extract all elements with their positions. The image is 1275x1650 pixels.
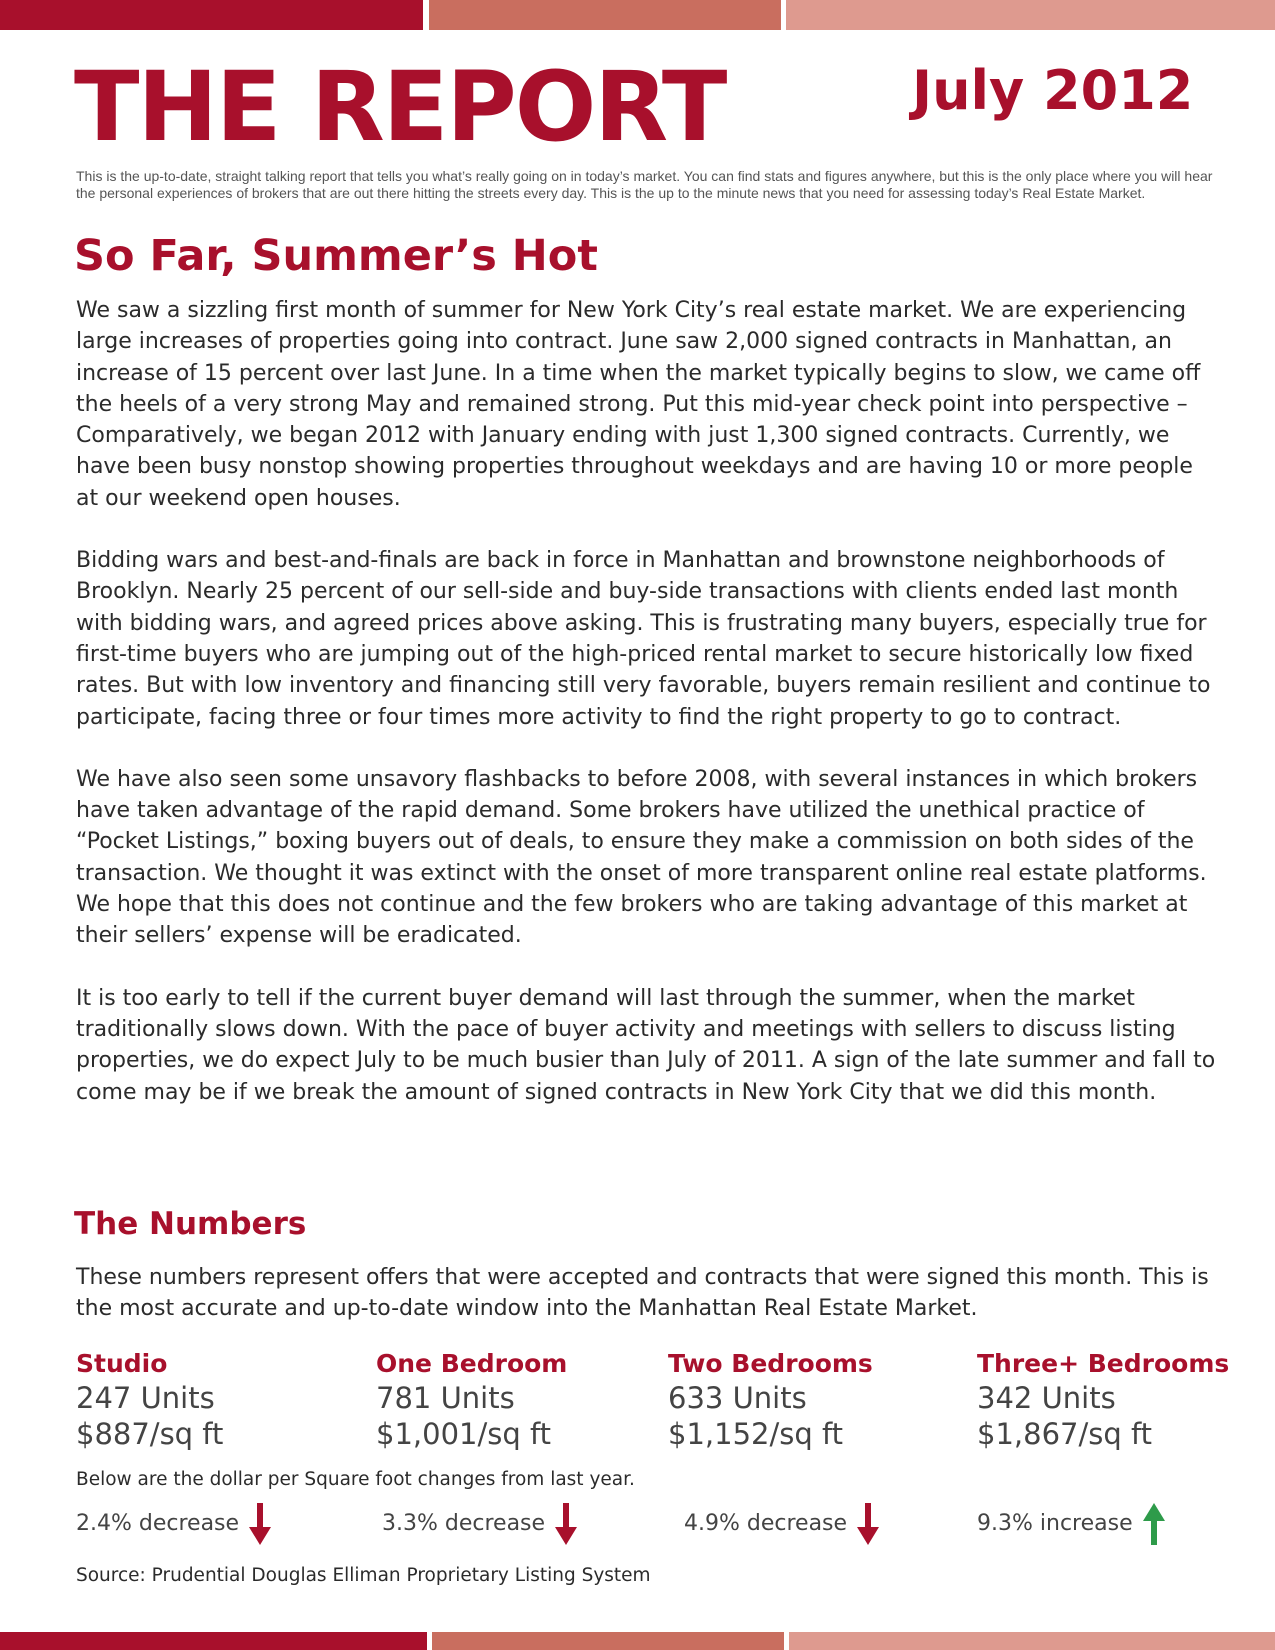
arrow-down-icon	[857, 1503, 879, 1545]
category-units: 247 Units	[76, 1381, 215, 1415]
category-price: $887/sq ft	[76, 1417, 224, 1451]
category-price: $1,001/sq ft	[376, 1417, 552, 1451]
report-intro: This is the up-to-date, straight talking report that tells you what’s really going on in today’s market. You can find stats and figures anywhere, but this is the only place where you will hear the personal experiences of brokers that are out there hitting the streets every day. This is the up to the minute news that you need for assessing today’s Real Estate Market.	[76, 168, 1213, 201]
change-text: 9.3% increase	[977, 1511, 1133, 1536]
top-color-bar	[0, 0, 1275, 30]
category-units: 781 Units	[376, 1381, 515, 1415]
category-name: Studio	[76, 1349, 168, 1378]
changes-note: Below are the dollar per Square foot changes from last year.	[76, 1469, 635, 1490]
article-paragraph: Bidding wars and best-and-finals are back in force in Manhattan and brownstone neighborhoods of Brooklyn. Nearly 25 percent of our sell-side and buy-side transactions with clients ended last month with bidding wars, and agreed prices above asking. This is frustrating many buyers, especially true for first-time buyers who are jumping out of the high-priced rental market to secure historically low fixed rates. But with low inventory and financing still very favorable, buyers remain resilient and continue to participate, facing three or four times more activity to find the right property to go to contract.	[76, 548, 1211, 730]
category-units: 342 Units	[977, 1381, 1116, 1415]
article-paragraph: It is too early to tell if the current buyer demand will last through the summer, when the market traditionally slows down. With the pace of buyer activity and meetings with sellers to discuss listing properties, we do expect July to be much busier than July of 2011. A sign of the late summer and fall to come may be if we break the amount of signed contracts in New York City that we did this month.	[76, 985, 1216, 1105]
top-bar-segment-dark	[0, 0, 423, 30]
report-date: July 2012	[912, 59, 1194, 122]
top-bar-segment-light	[786, 0, 1275, 30]
article-paragraph: We have also seen some unsavory flashbacks to before 2008, with several instances in which brokers have taken advantage of the rapid demand. Some brokers have utilized the unethical practice of “Pocket Listings,” boxing buyers out of deals, to ensure they make a commission on both sides of the transaction. We thought it was extinct with the onset of more transparent online real estate platforms. We hope that this does not continue and the few brokers who are taking advantage of this market at their sellers’ expense will be eradicated.	[76, 766, 1207, 949]
article-body	[76, 295, 1216, 1139]
bottom-bar-segment-dark	[0, 1632, 427, 1650]
category-price: $1,152/sq ft	[668, 1417, 844, 1451]
top-bar-segment-mid	[429, 0, 781, 30]
category-name: One Bedroom	[376, 1349, 568, 1378]
numbers-intro: These numbers represent offers that were accepted and contracts that were signed this month. This is the most accurate and up-to-date window into the Manhattan Real Estate Market.	[76, 1265, 1209, 1322]
change-three-plus-bedrooms	[977, 1502, 1165, 1546]
change-text: 4.9% decrease	[684, 1511, 848, 1536]
bottom-bar-segment-light	[789, 1632, 1275, 1650]
stat-column-one-bedroom	[376, 1348, 567, 1452]
bottom-bar-segment-mid	[432, 1632, 784, 1650]
change-studio	[76, 1502, 271, 1546]
stat-column-two-bedrooms	[668, 1348, 873, 1452]
article-paragraph: We saw a sizzling first month of summer for New York City’s real estate market. We are experiencing large increases of properties going into contract. June saw 2,000 signed contracts in Manhattan, an increase of 15 percent over last June. In a time when the market typically begins to slow, we came off the heels of a very strong May and remained strong. Put this mid-year check point into perspective – Comparatively, we began 2012 with January ending with just 1,300 signed contracts. Currently, we have been busy nonstop showing properties throughout weekdays and are having 10 or more people at our weekend open houses.	[76, 298, 1201, 511]
stat-column-studio	[76, 1348, 223, 1452]
change-one-bedroom	[382, 1502, 577, 1546]
bottom-color-bar	[0, 1632, 1275, 1650]
stat-column-three-plus-bedrooms	[977, 1348, 1229, 1452]
article-heading: So Far, Summer’s Hot	[74, 231, 598, 281]
category-price: $1,867/sq ft	[977, 1417, 1153, 1451]
arrow-up-icon	[1143, 1503, 1165, 1545]
numbers-heading: The Numbers	[74, 1206, 307, 1242]
source-note: Source: Prudential Douglas Elliman Proprietary Listing System	[76, 1565, 651, 1586]
arrow-down-icon	[555, 1503, 577, 1545]
report-title: THE REPORT	[74, 51, 726, 163]
change-text: 3.3% decrease	[382, 1511, 546, 1536]
arrow-down-icon	[249, 1503, 271, 1545]
change-text: 2.4% decrease	[76, 1511, 240, 1536]
category-units: 633 Units	[668, 1381, 807, 1415]
category-name: Two Bedrooms	[668, 1349, 873, 1378]
category-name: Three+ Bedrooms	[977, 1349, 1230, 1378]
change-two-bedrooms	[684, 1502, 879, 1546]
